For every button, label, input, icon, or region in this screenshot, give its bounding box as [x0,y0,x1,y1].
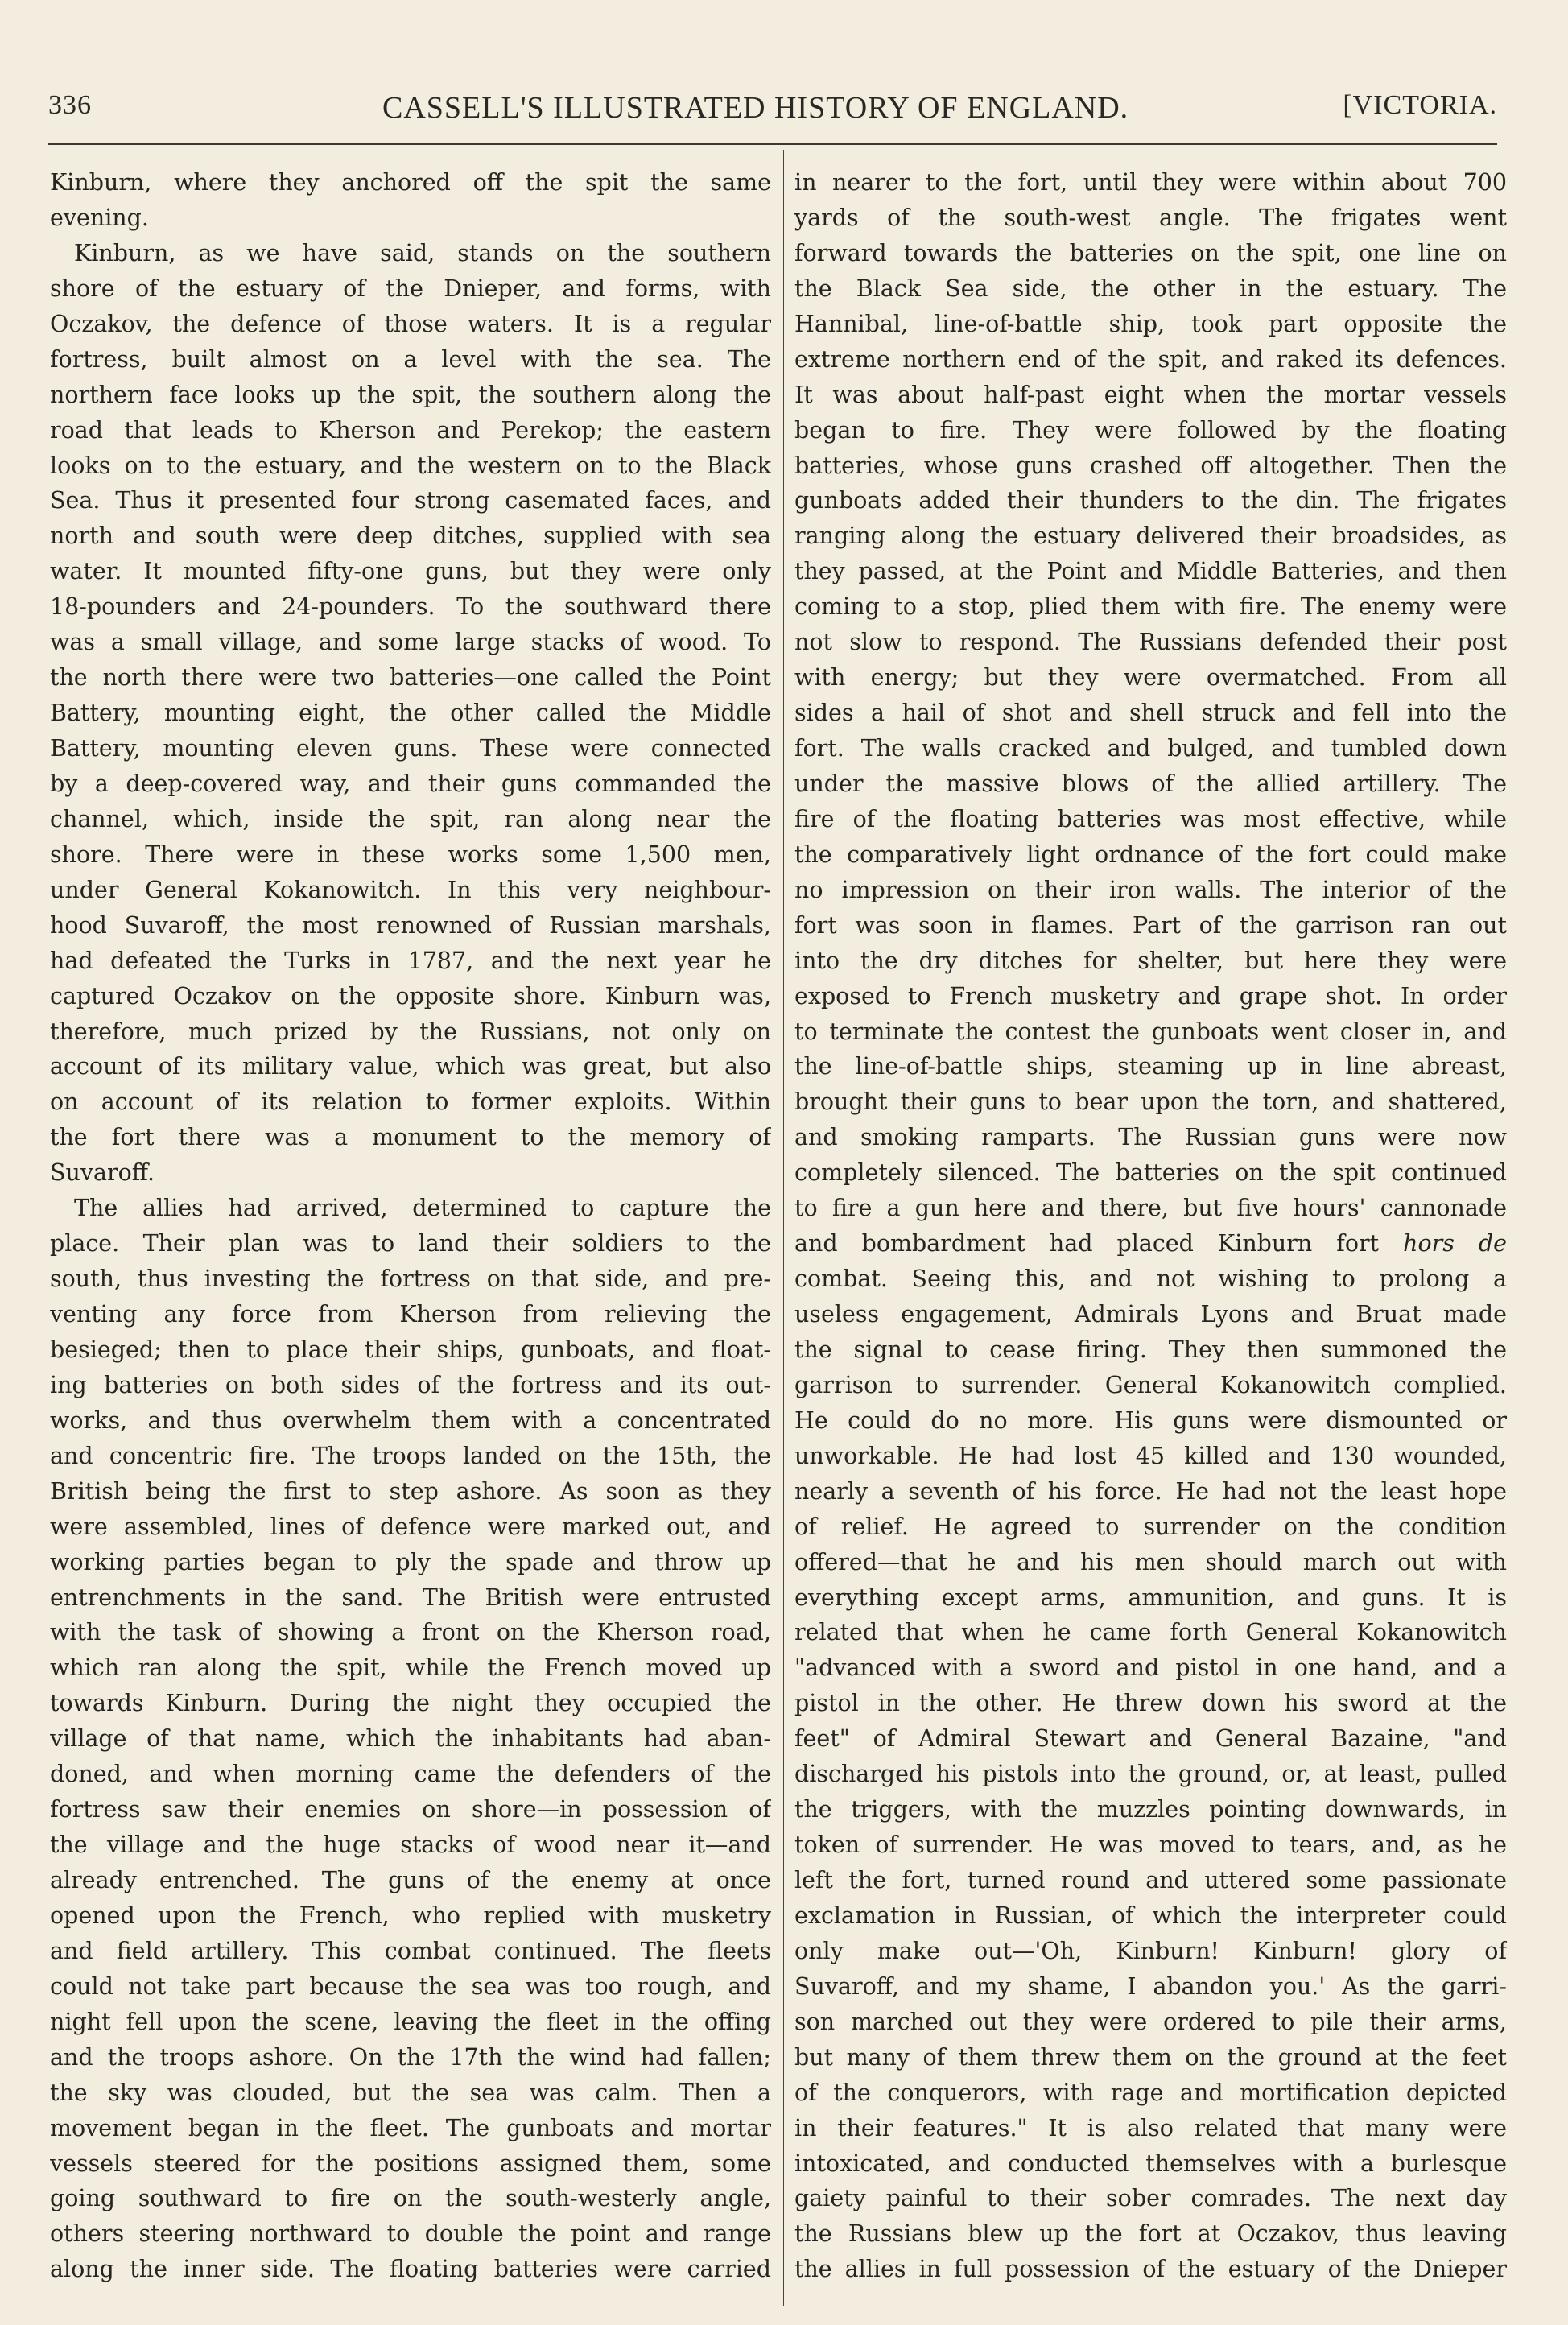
text-line: no impression on their iron walls. The interior of the [794,876,1507,903]
text-line: son marched out they were ordered to pile their arms, [794,2008,1507,2035]
text-line: evening. [50,204,149,231]
right-column [794,165,1507,2287]
text-line: of the conquerors, with rage and mortification depicted [794,2079,1507,2106]
text-line: into the dry ditches for shelter, but here they were [794,947,1507,974]
text-line: to terminate the contest the gunboats went closer in, and [794,1018,1507,1045]
text-line: related that when he came forth General Kokanowitch [794,1619,1507,1646]
text-line: therefore, much prized by the Russians, not only on [50,1018,771,1045]
text-line: only make out—'Oh, Kinburn! Kinburn! glory of [794,1937,1507,1964]
text-line: already entrenched. The guns of the enemy at once [50,1867,771,1893]
page-number: 336 [48,90,92,120]
text-line: discharged his pistols into the ground, or, at least, pulled [794,1761,1507,1788]
text-line: British being the first to step ashore. As soon as they [50,1477,771,1505]
text-line: was a small village, and some large stacks of wood. To [50,629,771,656]
left-column [50,165,771,2287]
text-line: combat. Seeing this, and not wishing to prolong a [794,1266,1507,1293]
text-line: opened upon the French, who replied with musketry [50,1902,771,1929]
text-line: night fell upon the scene, leaving the fleet in the offing [50,2008,771,2035]
text-line: fort was soon in flames. Part of the garrison ran out [794,911,1507,939]
text-line: forward towards the batteries on the spit, one line on [794,239,1507,266]
text-line: under the massive blows of the allied artillery. The [794,770,1507,797]
text-line: not slow to respond. The Russians defended their post [794,629,1507,656]
text-line: brought their guns to bear upon the torn, and shattered, [794,1088,1507,1116]
text-line: under General Kokanowitch. In this very neighbour- [50,876,771,903]
text-line: could not take part because the sea was too rough, and [50,1972,771,2000]
text-line: Battery, mounting eleven guns. These were connected [50,735,771,762]
text-line: and field artillery. This combat continued. The fleets [50,1937,771,1964]
text-line: the allies in full possession of the estuary of the Dnieper [794,2256,1507,2283]
text-line: towards Kinburn. During the night they occupied the [50,1690,771,1717]
text-line: by a deep-covered way, and their guns commanded the [50,770,771,797]
text-line: looks on to the estuary, and the western on to the Black [50,452,771,479]
text-line: fort. The walls cracked and bulged, and tumbled down [794,735,1507,762]
text-line: Oczakov, the defence of those waters. It is a regular [50,310,771,337]
text-line: exposed to French musketry and grape shot. In order [794,982,1507,1010]
column-divider [783,150,784,2306]
text-line: coming to a stop, plied them with fire. The enemy were [794,593,1507,621]
page-header [48,90,1497,130]
text-line: the triggers, with the muzzles pointing downwards, in [794,1796,1507,1823]
text-line: fortress, built almost on a level with the sea. The [50,345,771,373]
text-line: of relief. He agreed to surrender on the condition [794,1513,1507,1540]
text-line: Battery, mounting eight, the other called the Middle [50,700,771,727]
text-line: in their features." It is also related that many were [794,2114,1507,2141]
text-line: offered—that he and his men should march out with [794,1548,1507,1575]
text-line: everything except arms, ammunition, and guns. It is [794,1584,1507,1611]
text-line: garrison to surrender. General Kokanowitch complied. [794,1371,1507,1398]
text-line: and smoking ramparts. The Russian guns were now [794,1124,1507,1151]
text-line: northern face looks up the spit, the southern along the [50,381,771,408]
text-line: nearly a seventh of his force. He had not the least hope [794,1477,1507,1505]
text-line: the sky was clouded, but the sea was calm. Then a [50,2079,771,2106]
text-line: The allies had arrived, determined to capture the [74,1195,771,1222]
text-line: unworkable. He had lost 45 killed and 130 wounded, [794,1442,1507,1469]
text-line: village of that name, which the inhabitants had aban- [50,1725,771,1753]
text-line: gaiety painful to their sober comrades. The next day [794,2185,1507,2212]
text-line: south, thus investing the fortress on that side, and pre- [50,1266,771,1293]
text-line: channel, which, inside the spit, ran along near the [50,805,771,832]
text-line: yards of the south-west angle. The frigates went [794,204,1507,231]
text-line: and concentric fire. The troops landed on the 15th, the [50,1442,771,1469]
text-line: the fort there was a monument to the memory of [50,1124,771,1151]
text-line: north and south were deep ditches, supplied with sea [50,522,771,550]
text-line: the line-of-battle ships, steaming up in line abreast, [794,1053,1507,1080]
text-line: in nearer to the fort, until they were within about 700 [794,169,1507,196]
text-line: vessels steered for the positions assigned them, some [50,2149,771,2177]
text-line: water. It mounted fifty-one guns, but they were only [50,558,771,585]
text-line: shore. There were in these works some 1,500 men, [50,840,771,868]
text-line: sides a hail of shot and shell struck and fell into the [794,700,1507,727]
text-line: pistol in the other. He threw down his sword at the [794,1690,1507,1717]
text-line: hood Suvaroff, the most renowned of Russian marshals, [50,911,771,939]
text-line: the Black Sea side, the other in the estuary. The [794,275,1507,302]
text-line: Suvaroff, and my shame, I abandon you.' As the garri- [794,1972,1507,2000]
header-rule [48,143,1497,145]
text-line: captured Oczakov on the opposite shore. Kinburn was, [50,982,771,1010]
text-line: began to fire. They were followed by the floating [794,416,1507,444]
italic-phrase: hors de [1403,1230,1507,1257]
text-line: extreme northern end of the spit, and raked its defences. [794,345,1507,373]
text-line: were assembled, lines of defence were marked out, and [50,1513,771,1540]
text-line: the signal to cease firing. They then summoned the [794,1336,1507,1363]
text-line: gunboats added their thunders to the din. The frigates [794,487,1507,514]
text-line: with energy; but they were overmatched. From all [794,664,1507,692]
text-line: ing batteries on both sides of the fortress and its out- [50,1371,771,1398]
text-line: the north there were two batteries—one called the Point [50,664,771,692]
text-line: entrenchments in the sand. The British were entrusted [50,1584,771,1611]
text-line: left the fort, turned round and uttered some passionate [794,1867,1507,1893]
text-line: exclamation in Russian, of which the interpreter could [794,1902,1507,1929]
text-line: had defeated the Turks in 1787, and the next year he [50,947,771,974]
text-line: fortress saw their enemies on shore—in possession of [50,1796,771,1823]
text-line: 18-pounders and 24-pounders. To the southward there [50,593,771,621]
text-line: batteries, whose guns crashed off altogether. Then the [794,452,1507,479]
text-line: the village and the huge stacks of wood near it—and [50,1832,771,1859]
text-line: Kinburn, as we have said, stands on the southern [74,239,771,266]
text-line: place. Their plan was to land their soldiers to the [50,1230,771,1257]
text-segment: and bombardment had placed Kinburn fort [794,1230,1380,1257]
text-line: which ran along the spit, while the French moved up [50,1654,771,1682]
text-line: intoxicated, and conducted themselves with a burlesque [794,2149,1507,2177]
text-line: ranging along the estuary delivered their broadsides, as [794,522,1507,550]
text-line-with-italic [794,1226,1507,1262]
text-line: completely silenced. The batteries on the spit continued [794,1159,1507,1187]
text-line: venting any force from Kherson from relieving the [50,1301,771,1328]
text-line: token of surrender. He was moved to tears, and, as he [794,1832,1507,1859]
running-title: CASSELL'S ILLUSTRATED HISTORY OF ENGLAND. [382,91,1129,125]
text-line: Kinburn, where they anchored off the spit the same [50,169,771,196]
text-line: and the troops ashore. On the 17th the wind had fallen; [50,2043,771,2071]
text-line: to fire a gun here and there, but five hours' cannonade [794,1195,1507,1222]
text-line: going southward to fire on the south-westerly angle, [50,2185,771,2212]
text-line: Suvaroff. [50,1159,155,1187]
text-line: along the inner side. The floating batteries were carried [50,2256,771,2283]
text-line: the Russians blew up the fort at Oczakov, thus leaving [794,2220,1507,2248]
text-line: on account of its relation to former exploits. Within [50,1088,771,1116]
text-line: useless engagement, Admirals Lyons and Bruat made [794,1301,1507,1328]
text-line: feet" of Admiral Stewart and General Bazaine, "and [794,1725,1507,1753]
text-line: It was about half-past eight when the mortar vessels [794,381,1507,408]
running-section: [VICTORIA. [1343,90,1497,120]
text-line: He could do no more. His guns were dismounted or [794,1406,1507,1434]
text-line: with the task of showing a front on the Kherson road, [50,1619,771,1646]
text-line: working parties began to ply the spade and throw up [50,1548,771,1575]
text-line: Sea. Thus it presented four strong casemated faces, and [50,487,771,514]
text-line: account of its military value, which was great, but also [50,1053,771,1080]
text-line: "advanced with a sword and pistol in one hand, and a [794,1654,1507,1682]
text-line: movement began in the fleet. The gunboats and mortar [50,2114,771,2141]
text-line: others steering northward to double the point and range [50,2220,771,2248]
text-line: Hannibal, line-of-battle ship, took part opposite the [794,310,1507,337]
text-line: road that leads to Kherson and Perekop; the eastern [50,416,771,444]
text-line: the comparatively light ordnance of the fort could make [794,840,1507,868]
text-line: fire of the floating batteries was most effective, while [794,805,1507,832]
text-line: besieged; then to place their ships, gunboats, and float- [50,1336,771,1363]
text-line: but many of them threw them on the ground at the feet [794,2043,1507,2071]
text-line: they passed, at the Point and Middle Batteries, and then [794,558,1507,585]
text-line: shore of the estuary of the Dnieper, and forms, with [50,275,771,302]
text-line: doned, and when morning came the defenders of the [50,1761,771,1788]
text-line: works, and thus overwhelm them with a concentrated [50,1406,771,1434]
